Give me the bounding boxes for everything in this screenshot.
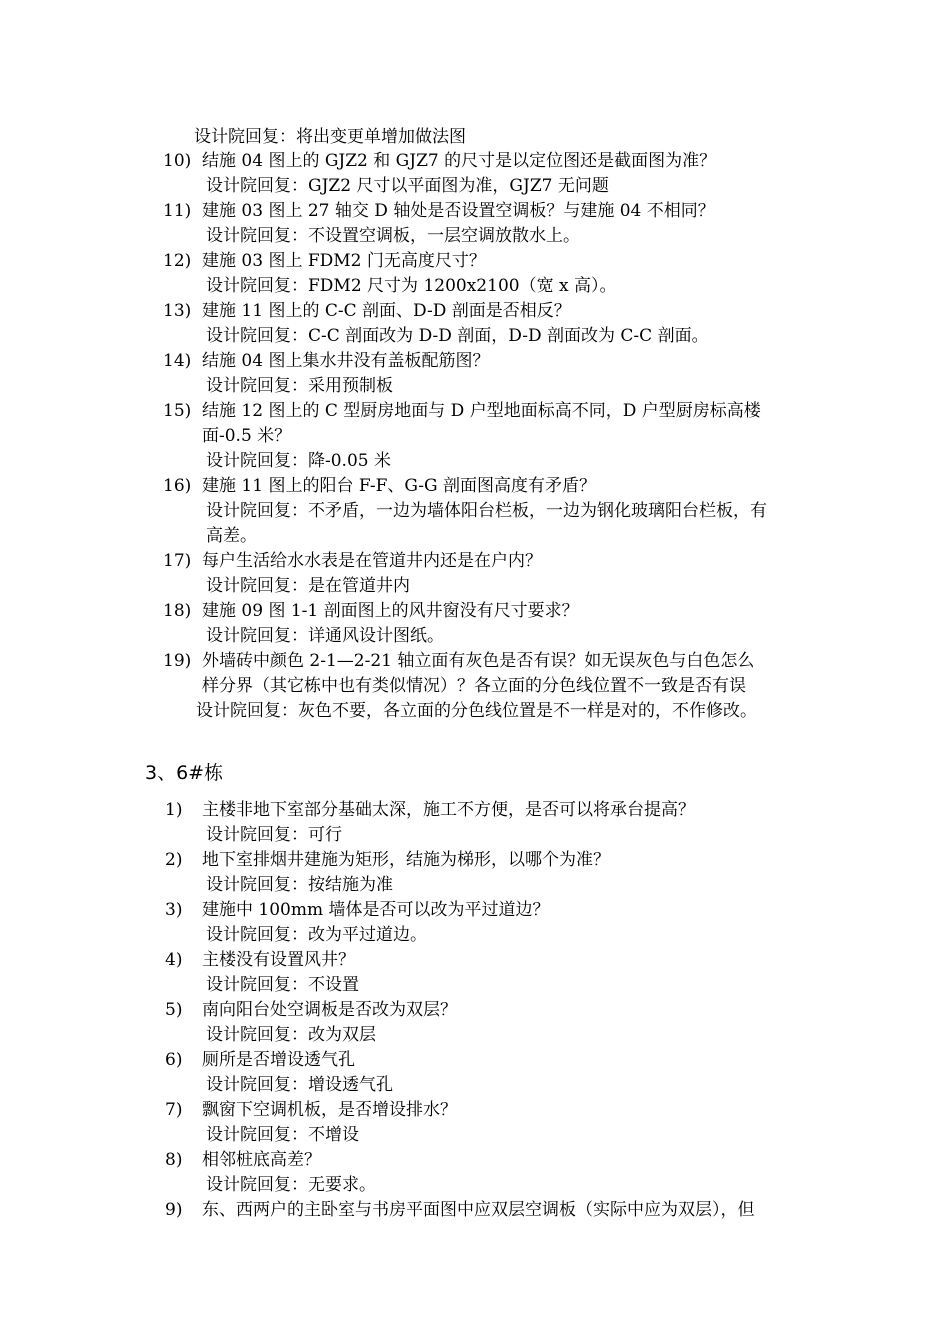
- item-number: 19): [163, 651, 192, 671]
- item-number: 12): [163, 251, 192, 271]
- reply-text: 设计院回复：将出变更单增加做法图: [194, 127, 466, 147]
- reply-text: 设计院回复：GJZ2 尺寸以平面图为准，GJZ7 无问题: [206, 176, 609, 196]
- question-text: 建施 03 图上 FDM2 门无高度尺寸？: [202, 251, 486, 271]
- section-heading: 3、6#栋: [145, 762, 224, 784]
- item-number: 8): [165, 1150, 183, 1170]
- question-text: 建施中 100mm 墙体是否可以改为平过道边？: [202, 900, 550, 920]
- reply-text: 设计院回复：无要求。: [206, 1175, 376, 1195]
- question-text: 结施 04 图上集水井没有盖板配筋图？: [202, 351, 490, 371]
- item-number: 1): [165, 800, 183, 820]
- reply-text: 设计院回复：灰色不要，各立面的分色线位置是不一样是对的，不作修改。: [196, 701, 757, 721]
- question-text: 飘窗下空调机板，是否增设排水？: [202, 1100, 457, 1120]
- question-text: 南向阳台处空调板是否改为双层？: [202, 1000, 457, 1020]
- question-text: 每户生活给水水表是在管道井内还是在户内？: [202, 551, 542, 571]
- reply-text: 设计院回复：不设置空调板，一层空调放散水上。: [206, 226, 580, 246]
- reply-text: 设计院回复：改为双层: [206, 1025, 376, 1045]
- item-number: 11): [163, 201, 192, 221]
- reply-text: 设计院回复：详通风设计图纸。: [206, 626, 444, 646]
- reply-text: 设计院回复：不矛盾，一边为墙体阳台栏板，一边为钢化玻璃阳台栏板，有: [206, 501, 767, 521]
- reply-text: 设计院回复：按结施为准: [206, 875, 393, 895]
- item-number: 7): [165, 1100, 183, 1120]
- item-number: 17): [163, 551, 192, 571]
- item-number: 3): [165, 900, 183, 920]
- question-text: 厕所是否增设透气孔: [202, 1050, 355, 1070]
- question-text-continued: 样分界（其它栋中也有类似情况）？各立面的分色线位置不一致是否有误: [202, 676, 746, 696]
- item-number: 5): [165, 1000, 183, 1020]
- question-text: 结施 12 图上的 C 型厨房地面与 D 户型地面标高不同，D 户型厨房标高楼: [202, 401, 761, 421]
- question-text: 外墙砖中颜色 2-1—2-21 轴立面有灰色是否有误？如无误灰色与白色怎么: [202, 651, 755, 671]
- question-text-continued: 面-0.5 米？: [202, 426, 292, 446]
- question-text: 建施 03 图上 27 轴交 D 轴处是否设置空调板？与建施 04 不相同？: [202, 201, 715, 221]
- reply-text: 设计院回复：是在管道井内: [206, 576, 410, 596]
- item-number: 15): [163, 401, 192, 421]
- reply-text: 设计院回复：不增设: [206, 1125, 359, 1145]
- item-number: 10): [163, 151, 192, 171]
- question-text: 建施 11 图上的 C-C 剖面、D-D 剖面是否相反？: [202, 301, 571, 321]
- question-text: 建施 11 图上的阳台 F-F、G-G 剖面图高度有矛盾？: [202, 476, 597, 496]
- item-number: 16): [163, 476, 192, 496]
- item-number: 13): [163, 301, 192, 321]
- item-number: 2): [165, 850, 183, 870]
- item-number: 14): [163, 351, 192, 371]
- question-text: 结施 04 图上的 GJZ2 和 GJZ7 的尺寸是以定位图还是截面图为准？: [202, 151, 717, 171]
- item-number: 18): [163, 601, 192, 621]
- reply-text: 设计院回复：FDM2 尺寸为 1200x2100（宽 x 高）。: [206, 276, 617, 296]
- question-text: 建施 09 图 1-1 剖面图上的风井窗没有尺寸要求？: [202, 601, 579, 621]
- item-number: 9): [165, 1200, 183, 1220]
- question-text: 相邻桩底高差？: [202, 1150, 321, 1170]
- reply-text: 设计院回复：C-C 剖面改为 D-D 剖面，D-D 剖面改为 C-C 剖面。: [206, 326, 709, 346]
- item-number: 6): [165, 1050, 183, 1070]
- reply-text: 设计院回复：降-0.05 米: [206, 451, 391, 471]
- reply-text: 设计院回复：采用预制板: [206, 376, 393, 396]
- question-text: 主楼非地下室部分基础太深，施工不方便，是否可以将承台提高？: [202, 800, 695, 820]
- reply-text: 设计院回复：不设置: [206, 975, 359, 995]
- question-text: 主楼没有设置风井？: [202, 950, 355, 970]
- reply-text: 设计院回复：改为平过道边。: [206, 925, 427, 945]
- question-text: 东、西两户的主卧室与书房平面图中应双层空调板（实际中应为双层），但: [202, 1200, 755, 1220]
- reply-text: 设计院回复：增设透气孔: [206, 1075, 393, 1095]
- item-number: 4): [165, 950, 183, 970]
- reply-text-continued: 高差。: [206, 526, 257, 546]
- reply-text: 设计院回复：可行: [206, 825, 342, 845]
- question-text: 地下室排烟井建施为矩形，结施为梯形，以哪个为准？: [202, 850, 610, 870]
